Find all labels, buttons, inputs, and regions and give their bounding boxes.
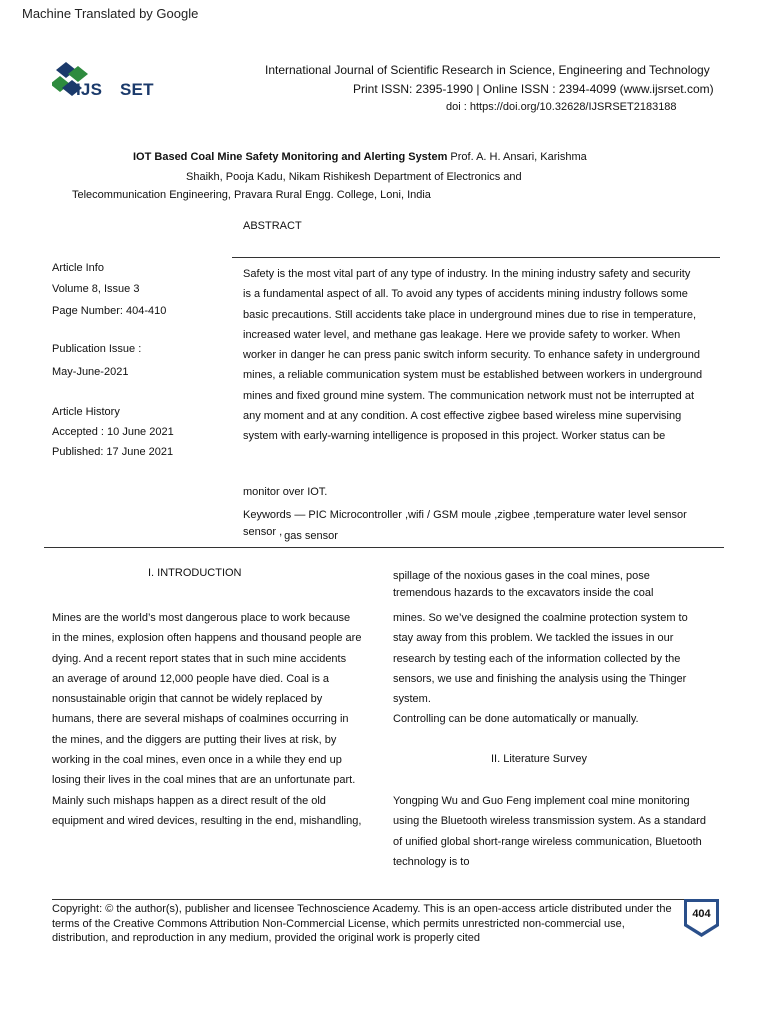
article-pages: Page Number: 404-410 <box>52 305 167 317</box>
intro-line: Mainly such mishaps happen as a direct result of the old <box>52 794 326 807</box>
machine-translated-banner: Machine Translated by Google <box>22 6 199 21</box>
lit-line: Yongping Wu and Guo Feng implement coal mine monitoring <box>393 795 690 807</box>
paper-title: IOT Based Coal Mine Safety Monitoring and Alerting System <box>133 151 448 163</box>
intro-line: working in the coal mines, even once in a while they end up <box>52 754 342 767</box>
article-published: Published: 17 June 2021 <box>52 446 174 458</box>
intro-line: nonsustainable origin that cannot be widely replaced by <box>52 693 323 706</box>
publication-issue-label: Publication Issue : <box>52 343 142 355</box>
right-col-mid <box>393 608 723 730</box>
intro-line: an average of around 12,000 people have died. Coal is a <box>52 672 330 685</box>
logo-text-set: SET <box>120 80 154 99</box>
abstract-line: basic precautions. Still accidents take place in underground mines due to rise in temperature, <box>243 308 697 321</box>
intro-line: equipment and wired devices, resulting in the end, mishandling, <box>52 814 362 827</box>
paper-authors-line2: Shaikh, Pooja Kadu, Nikam Rishikesh Department of Electronics and <box>186 171 522 183</box>
keywords-gas-sensor: gas sensor <box>284 530 338 542</box>
lit-survey-heading: II. Literature Survey <box>491 753 587 765</box>
logo-text-ijs: IJS <box>76 80 103 99</box>
right-line: stay away from this problem. We tackled the issues in our <box>393 632 674 645</box>
abstract-body <box>243 264 723 447</box>
abstract-line: any moment and at any condition. A cost effective zigbee based wireless mine supervising <box>243 410 682 423</box>
intro-line: humans, there are several mishaps of coalmines occurring in <box>52 713 349 726</box>
paper-authors-start: Prof. A. H. Ansari, Karishma <box>447 151 587 163</box>
abstract-tail: monitor over IOT. <box>243 486 328 498</box>
abstract-line: worker in danger he can press panic switch inform security. To enhance safety in underground <box>243 349 700 362</box>
lit-line: of unified global short-range wireless communication, Bluetooth <box>393 835 702 848</box>
right-line: mines. So we’ve designed the coalmine protection system to <box>393 612 688 624</box>
footer-rule <box>52 899 684 900</box>
journal-logo <box>52 60 174 104</box>
article-history-label: Article History <box>52 406 120 418</box>
header-bottom-rule <box>44 547 724 548</box>
intro-line: the mines, and the diggers are putting their lives at risk, by <box>52 733 337 746</box>
right-col-top <box>393 568 723 602</box>
keywords: Keywords — PIC Microcontroller ,wifi / GSM moule ,zigbee ,temperature water level sensor <box>243 509 687 521</box>
page-number: 404 <box>692 908 711 920</box>
journal-doi: doi : https://doi.org/10.32628/IJSRSET2183188 <box>446 101 677 113</box>
intro-line: in the mines, explosion often happens and thousand people are <box>52 632 362 645</box>
journal-issn: Print ISSN: 2395-1990 | Online ISSN : 2394-4099 (www.ijsrset.com) <box>353 82 714 96</box>
article-volume: Volume 8, Issue 3 <box>52 283 140 295</box>
keywords-sensor: sensor , <box>243 526 283 538</box>
intro-line: losing their lives in the coal mines that are an unfortunate part. <box>52 774 356 787</box>
copyright-footer: Copyright: © the author(s), publisher and licensee Technoscience Academy. This is an open-access article distributed under the terms of the Creative Commons Attribution Non-Commercial License, which permits unrestricted non-commercial use, distribution, and reproduction in any medium, provided the original work is properly cited <box>52 903 672 944</box>
abstract-top-rule <box>232 257 720 258</box>
right-line: Controlling can be done automatically or manually. <box>393 713 639 726</box>
article-accepted: Accepted : 10 June 2021 <box>52 426 174 438</box>
abstract-line: mines, a reliable communication system must be established between workers in underground <box>243 369 703 382</box>
right-line: sensors, we use and finishing the analysis using the Thinger <box>393 672 687 685</box>
lit-line: using the Bluetooth wireless transmission system. As a standard <box>393 815 707 828</box>
lit-survey-body <box>393 791 723 872</box>
intro-line: Mines are the world’s most dangerous place to work because <box>52 612 351 624</box>
right-line: research by testing each of the information collected by the <box>393 652 681 665</box>
publication-issue-value: May-June-2021 <box>52 366 129 378</box>
abstract-line: is a fundamental aspect of all. To avoid any types of accidents mining industry follows some <box>243 288 688 301</box>
journal-name: International Journal of Scientific Research in Science, Engineering and Technology <box>265 63 710 77</box>
abstract-line: mines and fixed ground mine system. The communication network must not be interrupted at <box>243 389 695 402</box>
article-info-heading: Article Info <box>52 262 104 274</box>
abstract-heading: ABSTRACT <box>243 220 302 232</box>
right-line: system. <box>393 693 431 706</box>
intro-heading: I. INTRODUCTION <box>148 567 242 579</box>
intro-line: dying. And a recent report states that in such mine accidents <box>52 652 347 665</box>
paper-title-line1 <box>133 148 587 167</box>
right-line: spillage of the noxious gases in the coal mines, pose <box>393 570 650 582</box>
paper-affiliation: Telecommunication Engineering, Pravara Rural Engg. College, Loni, India <box>72 189 431 201</box>
page-number-badge <box>683 898 720 938</box>
keywords-continued <box>243 526 338 542</box>
intro-body <box>52 608 382 831</box>
abstract-line: increased water level, and methane gas leakage. Here we provide safety to worker. When <box>243 328 681 341</box>
abstract-line: system with early-warning intelligence is proposed in this project. Worker status can be <box>243 430 666 443</box>
abstract-line: Safety is the most vital part of any type of industry. In the mining industry safety and security <box>243 268 691 280</box>
lit-line: technology is to <box>393 855 470 868</box>
right-line: tremendous hazards to the excavators inside the coal <box>393 587 654 599</box>
